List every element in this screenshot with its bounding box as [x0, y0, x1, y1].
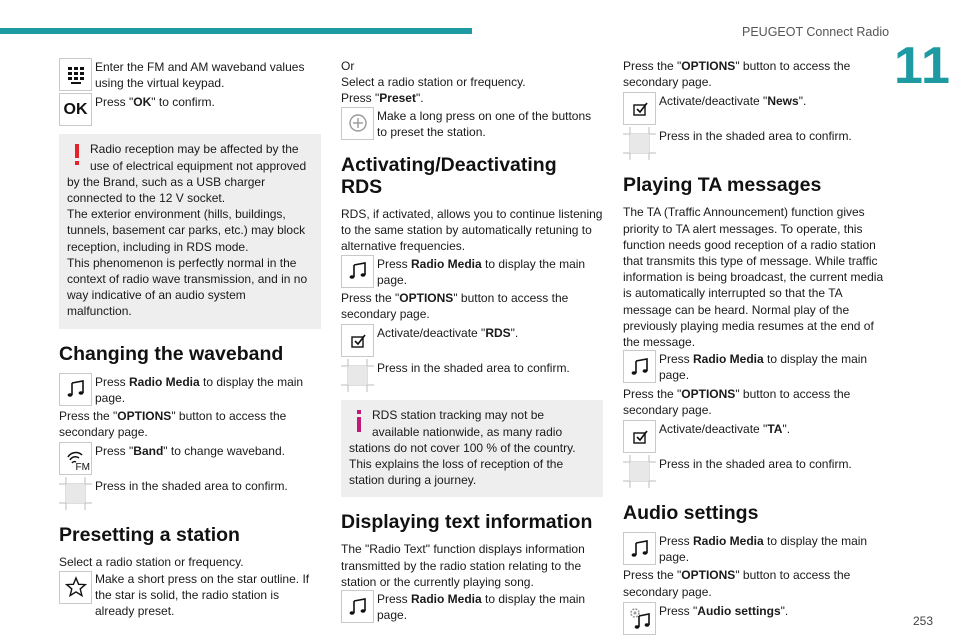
- ok-step: [59, 93, 321, 126]
- star-outline-icon: [59, 571, 92, 604]
- radio-media-text: Press Radio Media to display the main page.: [377, 592, 586, 623]
- radio-media-step: [623, 350, 885, 383]
- info-icon: [353, 410, 365, 432]
- ta-toggle-text: Activate/deactivate "TA".: [659, 422, 791, 437]
- confirm-text: Press in the shaded area to confirm.: [659, 129, 852, 144]
- heading-audio-settings: Audio settings: [623, 502, 759, 525]
- radio-media-text: Press Radio Media to display the main page.: [659, 352, 868, 383]
- shaded-area-icon: [623, 455, 656, 488]
- header-title: PEUGEOT Connect Radio: [742, 25, 890, 39]
- radio-media-text: Press Radio Media to display the main page.: [659, 534, 868, 565]
- confirm-step: [341, 359, 603, 392]
- radio-media-text: Press Radio Media to display the main page.: [377, 256, 586, 287]
- radio-media-text: Press Radio Media to display the main page.: [95, 374, 304, 405]
- heading-ta-messages: Playing TA messages: [623, 174, 822, 197]
- info-notice: [341, 400, 603, 497]
- confirm-text: Press in the shaded area to confirm.: [95, 479, 288, 494]
- exclamation-icon: [71, 144, 83, 166]
- ta-intro-text: The TA (Traffic Announcement) function gives priority to TA alert messages. To operate, this function needs good reception of a radio station that transmits this type of message. While traffic information is being broadcast, the current media is automatically interrupted so that the TA message can be heard. Normal play of the previously playing media resumes at the end of the message.: [623, 205, 884, 350]
- fm-icon-label: FM: [75, 462, 90, 474]
- chapter-number: 11: [894, 37, 951, 95]
- shaded-area-icon: [341, 359, 374, 392]
- column-3: [623, 58, 885, 637]
- news-toggle-step: [623, 92, 885, 125]
- header-accent-bar: [0, 28, 472, 34]
- confirm-step: [623, 127, 885, 160]
- add-preset-icon: [341, 107, 374, 140]
- info-text-1: RDS station tracking may not be available nationwide, as many radio: [372, 408, 563, 439]
- options-text: Press the "OPTIONS" button to access the secondary page.: [623, 59, 851, 90]
- band-text: Press "Band" to change waveband.: [95, 444, 285, 459]
- fm-band-icon: [59, 442, 92, 475]
- news-toggle-text: Activate/deactivate "News".: [659, 94, 807, 109]
- music-note-icon: [59, 373, 92, 406]
- radio-media-step-2: [341, 590, 603, 623]
- select-text: Select a radio station or frequency.: [341, 75, 526, 90]
- rds-intro-text: RDS, if activated, allows you to continue listening to the same station by automatically retuning to alternative frequencies.: [341, 207, 603, 254]
- or-text: Or: [341, 59, 355, 73]
- rds-toggle-text: Activate/deactivate "RDS".: [377, 326, 519, 341]
- page-number: 253: [913, 614, 934, 628]
- warning-notice: [59, 134, 321, 328]
- music-note-icon: [341, 255, 374, 288]
- column-1: [59, 58, 321, 621]
- confirm-text: Press in the shaded area to confirm.: [659, 457, 852, 472]
- text-intro: The "Radio Text" function displays information transmitted by the radio station relating to the station or the currently playing song.: [341, 542, 585, 589]
- options-text: Press the "OPTIONS" button to access the secondary page.: [59, 409, 287, 440]
- info-text-2: stations do not cover 100 % of the country. This explains the loss of reception of the station during a journey.: [349, 440, 576, 488]
- options-text-2: Press the "OPTIONS" button to access the secondary page.: [623, 386, 851, 417]
- preset-press-text: Press "Preset".: [341, 91, 424, 106]
- audio-settings-step: [623, 602, 885, 635]
- heading-changing-waveband: Changing the waveband: [59, 342, 284, 365]
- checkbox-icon: [341, 324, 374, 357]
- star-step: [59, 571, 321, 620]
- ok-text: Press "OK" to confirm.: [95, 95, 215, 110]
- audio-settings-icon: [623, 602, 656, 635]
- star-text: Make a short press on the star outline. If the star is solid, the radio station is already preset.: [95, 571, 310, 619]
- confirm-step-2: [623, 455, 885, 488]
- checkbox-icon: [623, 420, 656, 453]
- audio-settings-text: Press "Audio settings".: [659, 603, 789, 618]
- confirm-step: [59, 477, 321, 510]
- warning-text-2: by the Brand, such as a USB charger connected to the 12 V socket.: [67, 174, 266, 206]
- shaded-area-icon: [59, 477, 92, 510]
- music-note-icon: [623, 532, 656, 565]
- rds-toggle-step: [341, 324, 603, 357]
- warning-text-1: Radio reception may be affected by the use of electrical equipment not approved: [90, 142, 307, 173]
- radio-media-step: [341, 255, 603, 288]
- shaded-area-icon: [623, 127, 656, 160]
- warning-text-3: The exterior environment (hills, buildings, tunnels, basement car parks, etc.) may block reception, including in RDS mode.: [67, 207, 306, 254]
- keypad-icon: [59, 58, 92, 91]
- ta-toggle-step: [623, 420, 885, 453]
- music-note-icon: [341, 590, 374, 623]
- long-press-text: Make a long press on one of the buttons to preset the station.: [377, 108, 592, 139]
- heading-presetting-station: Presetting a station: [59, 524, 240, 547]
- long-press-step: [341, 107, 603, 140]
- radio-media-step-2: [623, 532, 885, 565]
- keypad-step: [59, 58, 321, 91]
- keypad-text: Enter the FM and AM waveband values using the virtual keypad.: [95, 60, 305, 91]
- warning-text-4: This phenomenon is perfectly normal in the context of radio wave transmission, and in no way indicative of an audio system malfunction.: [67, 255, 308, 319]
- confirm-text: Press in the shaded area to confirm.: [377, 361, 570, 376]
- heading-rds: Activating/Deactivating RDS: [341, 154, 557, 199]
- music-note-icon: [623, 350, 656, 383]
- preset-select-text: Select a radio station or frequency.: [59, 555, 244, 570]
- heading-text-information: Displaying text information: [341, 511, 593, 534]
- band-step: [59, 442, 321, 475]
- radio-media-step: [59, 373, 321, 406]
- options-text-3: Press the "OPTIONS" button to access the secondary page.: [623, 568, 851, 599]
- options-text: Press the "OPTIONS" button to access the secondary page.: [341, 291, 569, 322]
- checkbox-icon: [623, 92, 656, 125]
- ok-icon: OK: [59, 93, 92, 126]
- column-2: [341, 58, 603, 625]
